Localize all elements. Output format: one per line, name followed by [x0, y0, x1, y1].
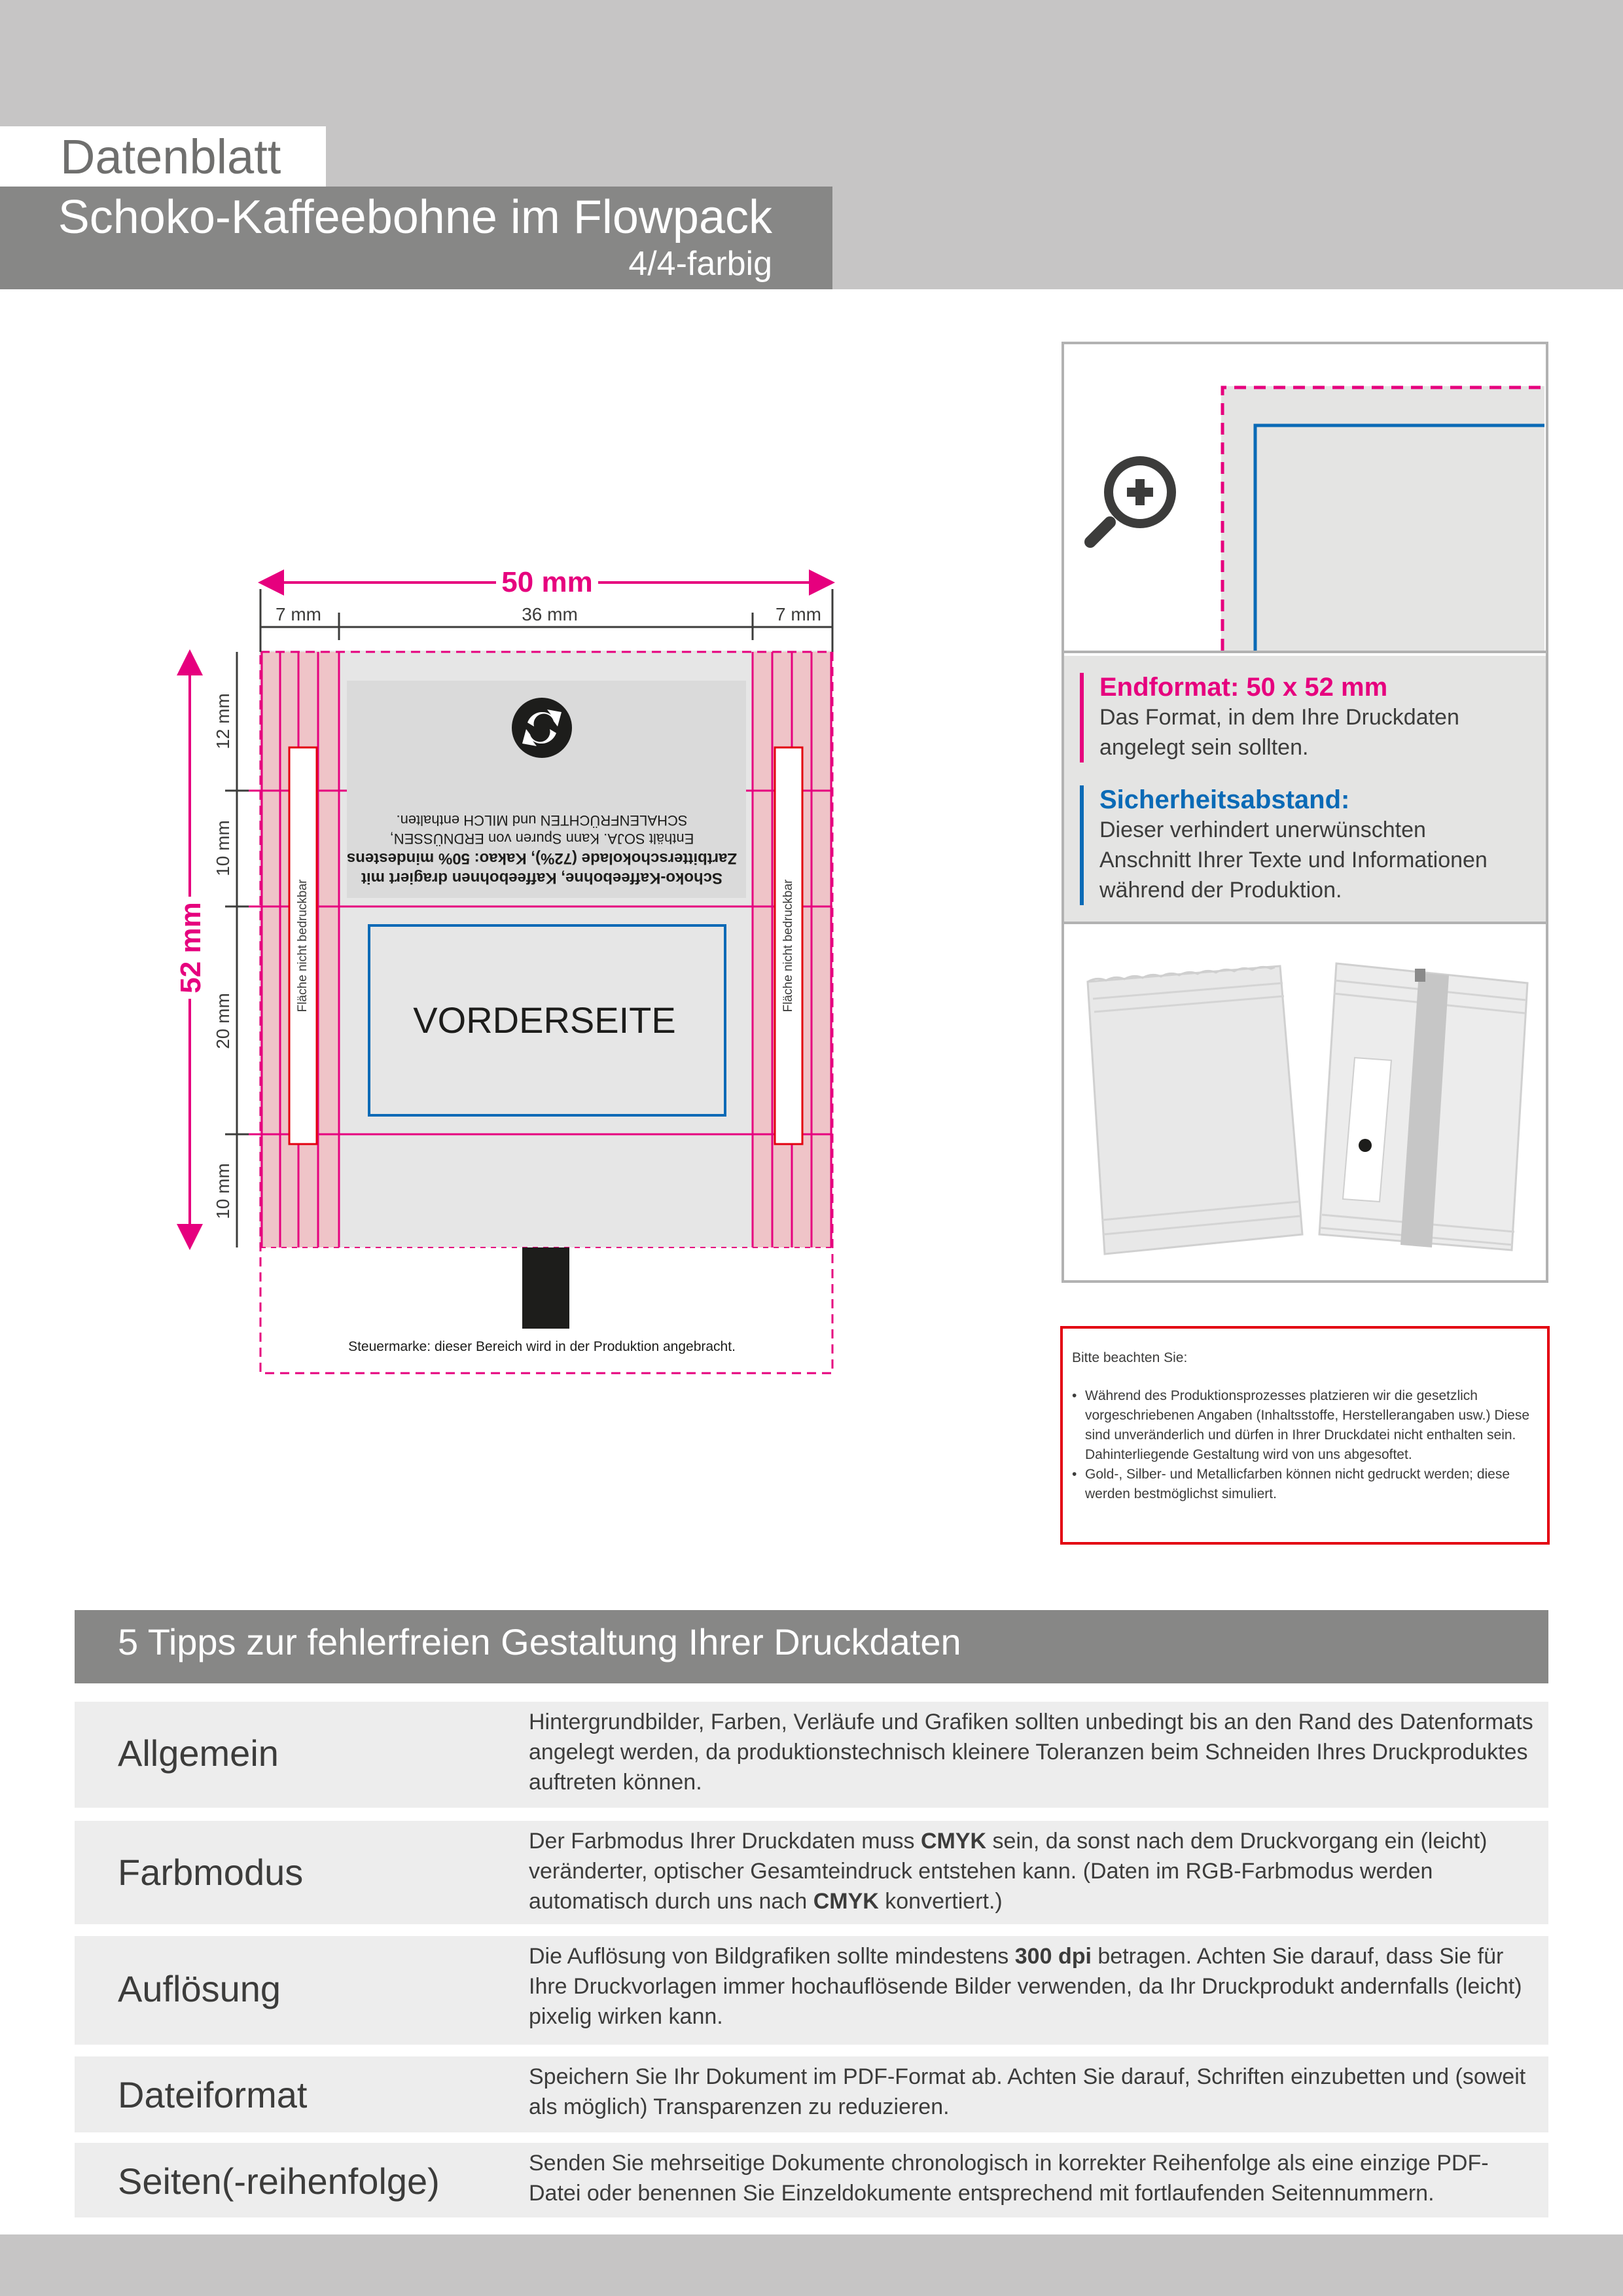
- flowpack-illustration: [1064, 927, 1546, 1280]
- end-format-text-2: angelegt sein sollten.: [1099, 735, 1309, 760]
- ingredients-line-2: Zartbitterschokolade (72%), Kakao: 50% mindestens: [346, 850, 738, 867]
- tip-row-pages: [75, 2143, 1548, 2217]
- safety-text-3: während der Produktion.: [1099, 878, 1342, 903]
- recycling-icon: [512, 698, 572, 758]
- control-mark: [522, 1247, 569, 1329]
- safety-text-2: Anschnitt Ihrer Texte und Informationen: [1099, 848, 1488, 872]
- tips-header: 5 Tipps zur fehlerfreien Gestaltung Ihrer Druckdaten: [75, 1610, 1548, 1683]
- tip-label: Dateiformat: [118, 2074, 308, 2115]
- safety-title: Sicherheitsabstand:: [1099, 785, 1350, 814]
- notice-title: Bitte beachten Sie:: [1072, 1350, 1188, 1365]
- notice-box: [1060, 1326, 1550, 1545]
- notice-item: • Gold-, Silber- und Metallicfarben können nicht gedruckt werden; diese werden bestmöglichst simuliert.: [1072, 1465, 1535, 1504]
- zoom-illustration: [1064, 344, 1546, 653]
- v-10a-label: 10 mm: [213, 820, 233, 876]
- notice-item: • Während des Produktionsprozesses platzieren wir die gesetzlich vorgeschriebenen Angaben (Inhaltsstoffe, Herstellerangaben usw.) Diese sind unveränderlich und dürfen in Ihrer Druckdatei nicht enthalten sein. Dahinterliegende Gestaltung wird von uns abgesoftet.: [1072, 1386, 1535, 1465]
- total-width-label: 50 mm: [501, 566, 593, 598]
- height-label: 52 mm: [175, 902, 207, 994]
- tip-text: Senden Sie mehrseitige Dokumente chronologisch in korrekter Reihenfolge als eine einzige PDF-Datei oder benennen Sie Einzeldokumente entsprechend mit fortlaufenden Seitennummern.: [529, 2151, 1489, 2206]
- format-info: [1064, 656, 1546, 924]
- product-title: Schoko-Kaffeebohne im Flowpack: [58, 191, 772, 243]
- product-subtitle: 4/4-farbig: [628, 245, 772, 283]
- notice-list: [1072, 1386, 1535, 1504]
- ingredients-line-4: SCHALENFRÜCHTEN und MILCH enthalten.: [396, 812, 688, 829]
- v-12-label: 12 mm: [213, 693, 233, 749]
- tip-row-colormode: [75, 1821, 1548, 1924]
- product-photo: [1064, 927, 1546, 1280]
- seg-middle-label: 36 mm: [522, 604, 578, 624]
- info-panel: [1061, 342, 1548, 1283]
- not-printable-text-left: Fläche nicht bedruckbar: [296, 879, 310, 1013]
- end-format-text-1: Das Format, in dem Ihre Druckdaten: [1099, 705, 1459, 730]
- tip-label: Seiten(-reihenfolge): [118, 2161, 440, 2202]
- datasheet-label: Datenblatt: [60, 130, 281, 184]
- seg-left-label: 7 mm: [276, 604, 321, 624]
- control-mark-note: Steuermarke: dieser Bereich wird in der Produktion angebracht.: [348, 1339, 736, 1354]
- not-printable-text-right: Fläche nicht bedruckbar: [781, 879, 795, 1013]
- tip-text: Speichern Sie Ihr Dokument im PDF-Format ab. Achten Sie darauf, Schriften einzubetten und (soweit als möglich) Transparenzen zu reduzieren.: [529, 2064, 1526, 2119]
- tip-text: Der Farbmodus Ihrer Druckdaten muss CMYK sein, da sonst nach dem Druckvorgang ein (leicht) veränderter, optischer Gesamteindruck entstehen kann. (Daten im RGB-Farbmodus werden automatisch durch uns nach CMYK konvertiert.): [529, 1829, 1488, 1914]
- v-20-label: 20 mm: [213, 993, 233, 1049]
- safety-text-1: Dieser verhindert unerwünschten: [1099, 817, 1426, 842]
- tip-label: Allgemein: [118, 1732, 279, 1774]
- tip-label: Auflösung: [118, 1968, 281, 2009]
- safety-block: [1080, 785, 1538, 905]
- end-format-title: Endformat: 50 x 52 mm: [1099, 673, 1388, 702]
- tip-row-fileformat: [75, 2056, 1548, 2132]
- front-label: VORDERSEITE: [413, 999, 676, 1041]
- ingredients-line-1: Schoko-Kaffeebohne, Kaffeebohnen dragiert mit: [361, 869, 723, 887]
- tip-text: Die Auflösung von Bildgrafiken sollte mindestens 300 dpi betragen. Achten Sie darauf, dass Sie für Ihre Druckvorlagen immer hochauflösende Bilder verwenden, da Ihr Druckprodukt andernfalls (leicht) pixelig wirken kann.: [529, 1944, 1522, 2029]
- tip-row-resolution: [75, 1936, 1548, 2045]
- end-format-block: [1080, 673, 1538, 762]
- tip-row-general: [75, 1702, 1548, 1808]
- tip-text: Hintergrundbilder, Farben, Verläufe und Grafiken sollten unbedingt bis an den Rand des Datenformats angelegt werden, da produktionstechnisch kleinere Toleranzen beim Schneiden Ihres Druckproduktes auftreten können.: [529, 1710, 1533, 1795]
- v-10b-label: 10 mm: [213, 1163, 233, 1219]
- ingredients-line-3: Enthält SOJA. Kann Spuren von ERDNÜSSEN,: [389, 831, 694, 847]
- magnifier-icon: [1090, 461, 1171, 542]
- zoom-detail: [1064, 344, 1546, 653]
- seg-right-label: 7 mm: [776, 604, 821, 624]
- tip-label: Farbmodus: [118, 1852, 304, 1893]
- footer-band: [0, 2234, 1623, 2296]
